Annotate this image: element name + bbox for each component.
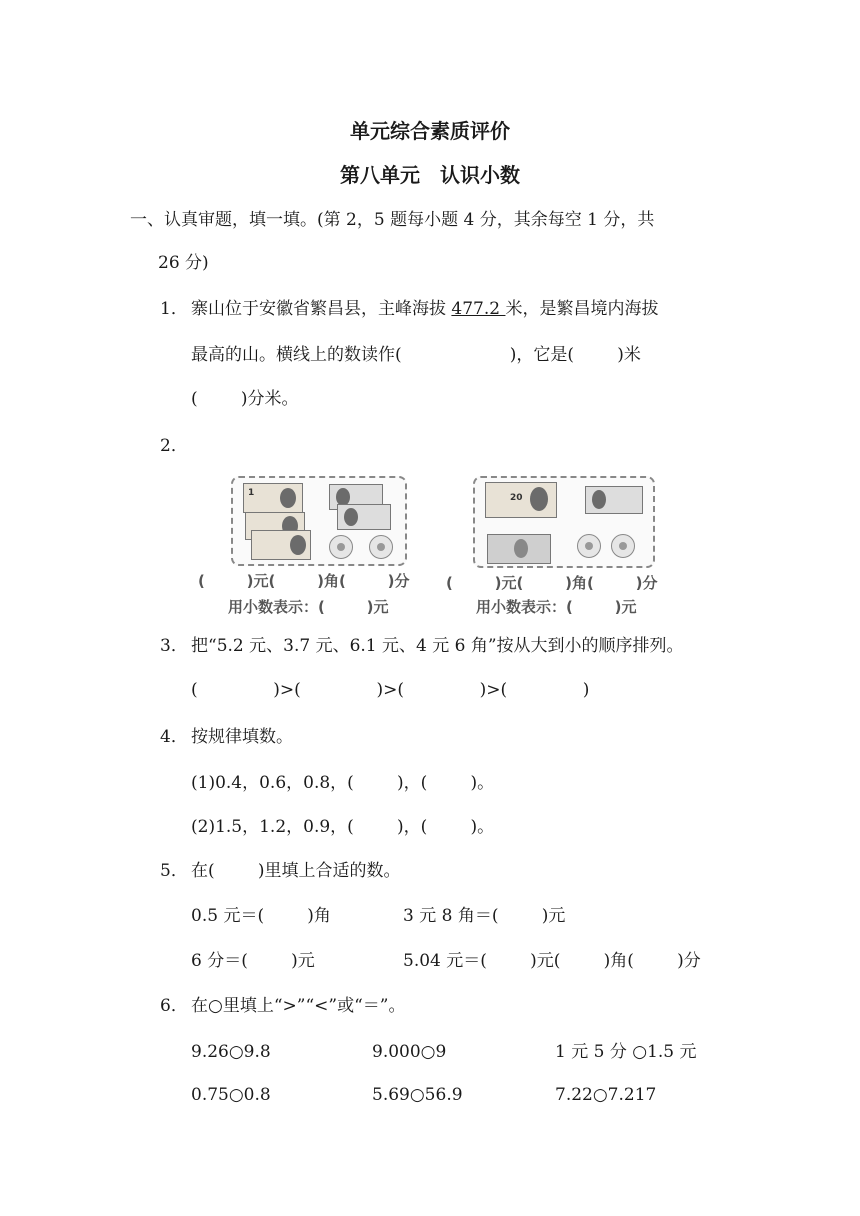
question-1-line2: 最高的山。横线上的数读作( )，它是( )米 <box>191 345 641 365</box>
section-heading-line1: 一、认真审题，填一填。(第 2，5 题每小题 4 分，其余每空 1 分，共 <box>130 210 655 230</box>
coin-image <box>611 534 635 558</box>
question-number: 1． <box>160 299 188 319</box>
question-5-c: 6 分＝( )元 <box>191 951 315 971</box>
question-number: 5． <box>160 861 188 881</box>
banknote-value: 1 <box>248 488 255 498</box>
money-panel-right <box>473 476 655 568</box>
page-subtitle: 第八单元 认识小数 <box>340 163 520 187</box>
compare-item: 9.26○9.8 <box>191 1042 271 1062</box>
banknote-value: 20 <box>510 493 523 503</box>
banknote-image <box>243 483 303 513</box>
banknote-image <box>337 504 391 530</box>
question-number: 4． <box>160 727 188 747</box>
question-5-text: 在( )里填上合适的数。 <box>191 861 401 881</box>
right-caption-decimal: 用小数表示：( )元 <box>476 598 637 616</box>
question-3-text: 把“5.2 元、3.7 元、6.1 元、4 元 6 角”按从大到小的顺序排列。 <box>191 636 684 656</box>
question-number: 3． <box>160 636 188 656</box>
underlined-number: 477.2 <box>451 299 506 319</box>
question-3-blanks: ( )>( )>( )>( ) <box>191 680 590 700</box>
banknote-image <box>487 534 551 564</box>
question-5-b: 3 元 8 角＝( )元 <box>403 906 566 926</box>
compare-item: 1 元 5 分 ○1.5 元 <box>555 1042 697 1062</box>
money-panel-left <box>231 476 407 566</box>
question-4-sub2: (2)1.5，1.2，0.9，( )，( )。 <box>191 817 495 837</box>
compare-item: 5.69○56.9 <box>372 1085 463 1105</box>
question-1-text-a: 寨山位于安徽省繁昌县，主峰海拔 <box>191 299 452 319</box>
question-1-text-b: 米，是繁昌境内海拔 <box>505 299 659 319</box>
compare-item: 7.22○7.217 <box>555 1085 657 1105</box>
question-5-a: 0.5 元＝( )角 <box>191 906 331 926</box>
compare-item: 0.75○0.8 <box>191 1085 271 1105</box>
coin-image <box>369 535 393 559</box>
coin-image <box>577 534 601 558</box>
banknote-image <box>485 482 557 518</box>
question-1-line3: ( )分米。 <box>191 389 299 409</box>
question-4-text: 按规律填数。 <box>191 727 293 747</box>
right-caption-units: ( )元( )角( )分 <box>446 574 658 592</box>
left-caption-units: ( )元( )角( )分 <box>198 572 410 590</box>
coin-image <box>329 535 353 559</box>
question-5-d: 5.04 元＝( )元( )角( )分 <box>403 951 701 971</box>
question-6-text: 在○里填上“>”“<”或“＝”。 <box>191 996 406 1016</box>
compare-item: 9.000○9 <box>372 1042 447 1062</box>
question-4-sub1: (1)0.4，0.6，0.8，( )，( )。 <box>191 773 495 793</box>
question-number: 6． <box>160 996 188 1016</box>
section-heading-line2: 26 分) <box>158 253 209 273</box>
banknote-image <box>585 486 643 514</box>
page-title: 单元综合素质评价 <box>350 119 510 143</box>
question-1-line1 <box>191 297 658 321</box>
question-number: 2． <box>160 436 188 456</box>
left-caption-decimal: 用小数表示：( )元 <box>228 598 389 616</box>
banknote-image <box>251 530 311 560</box>
